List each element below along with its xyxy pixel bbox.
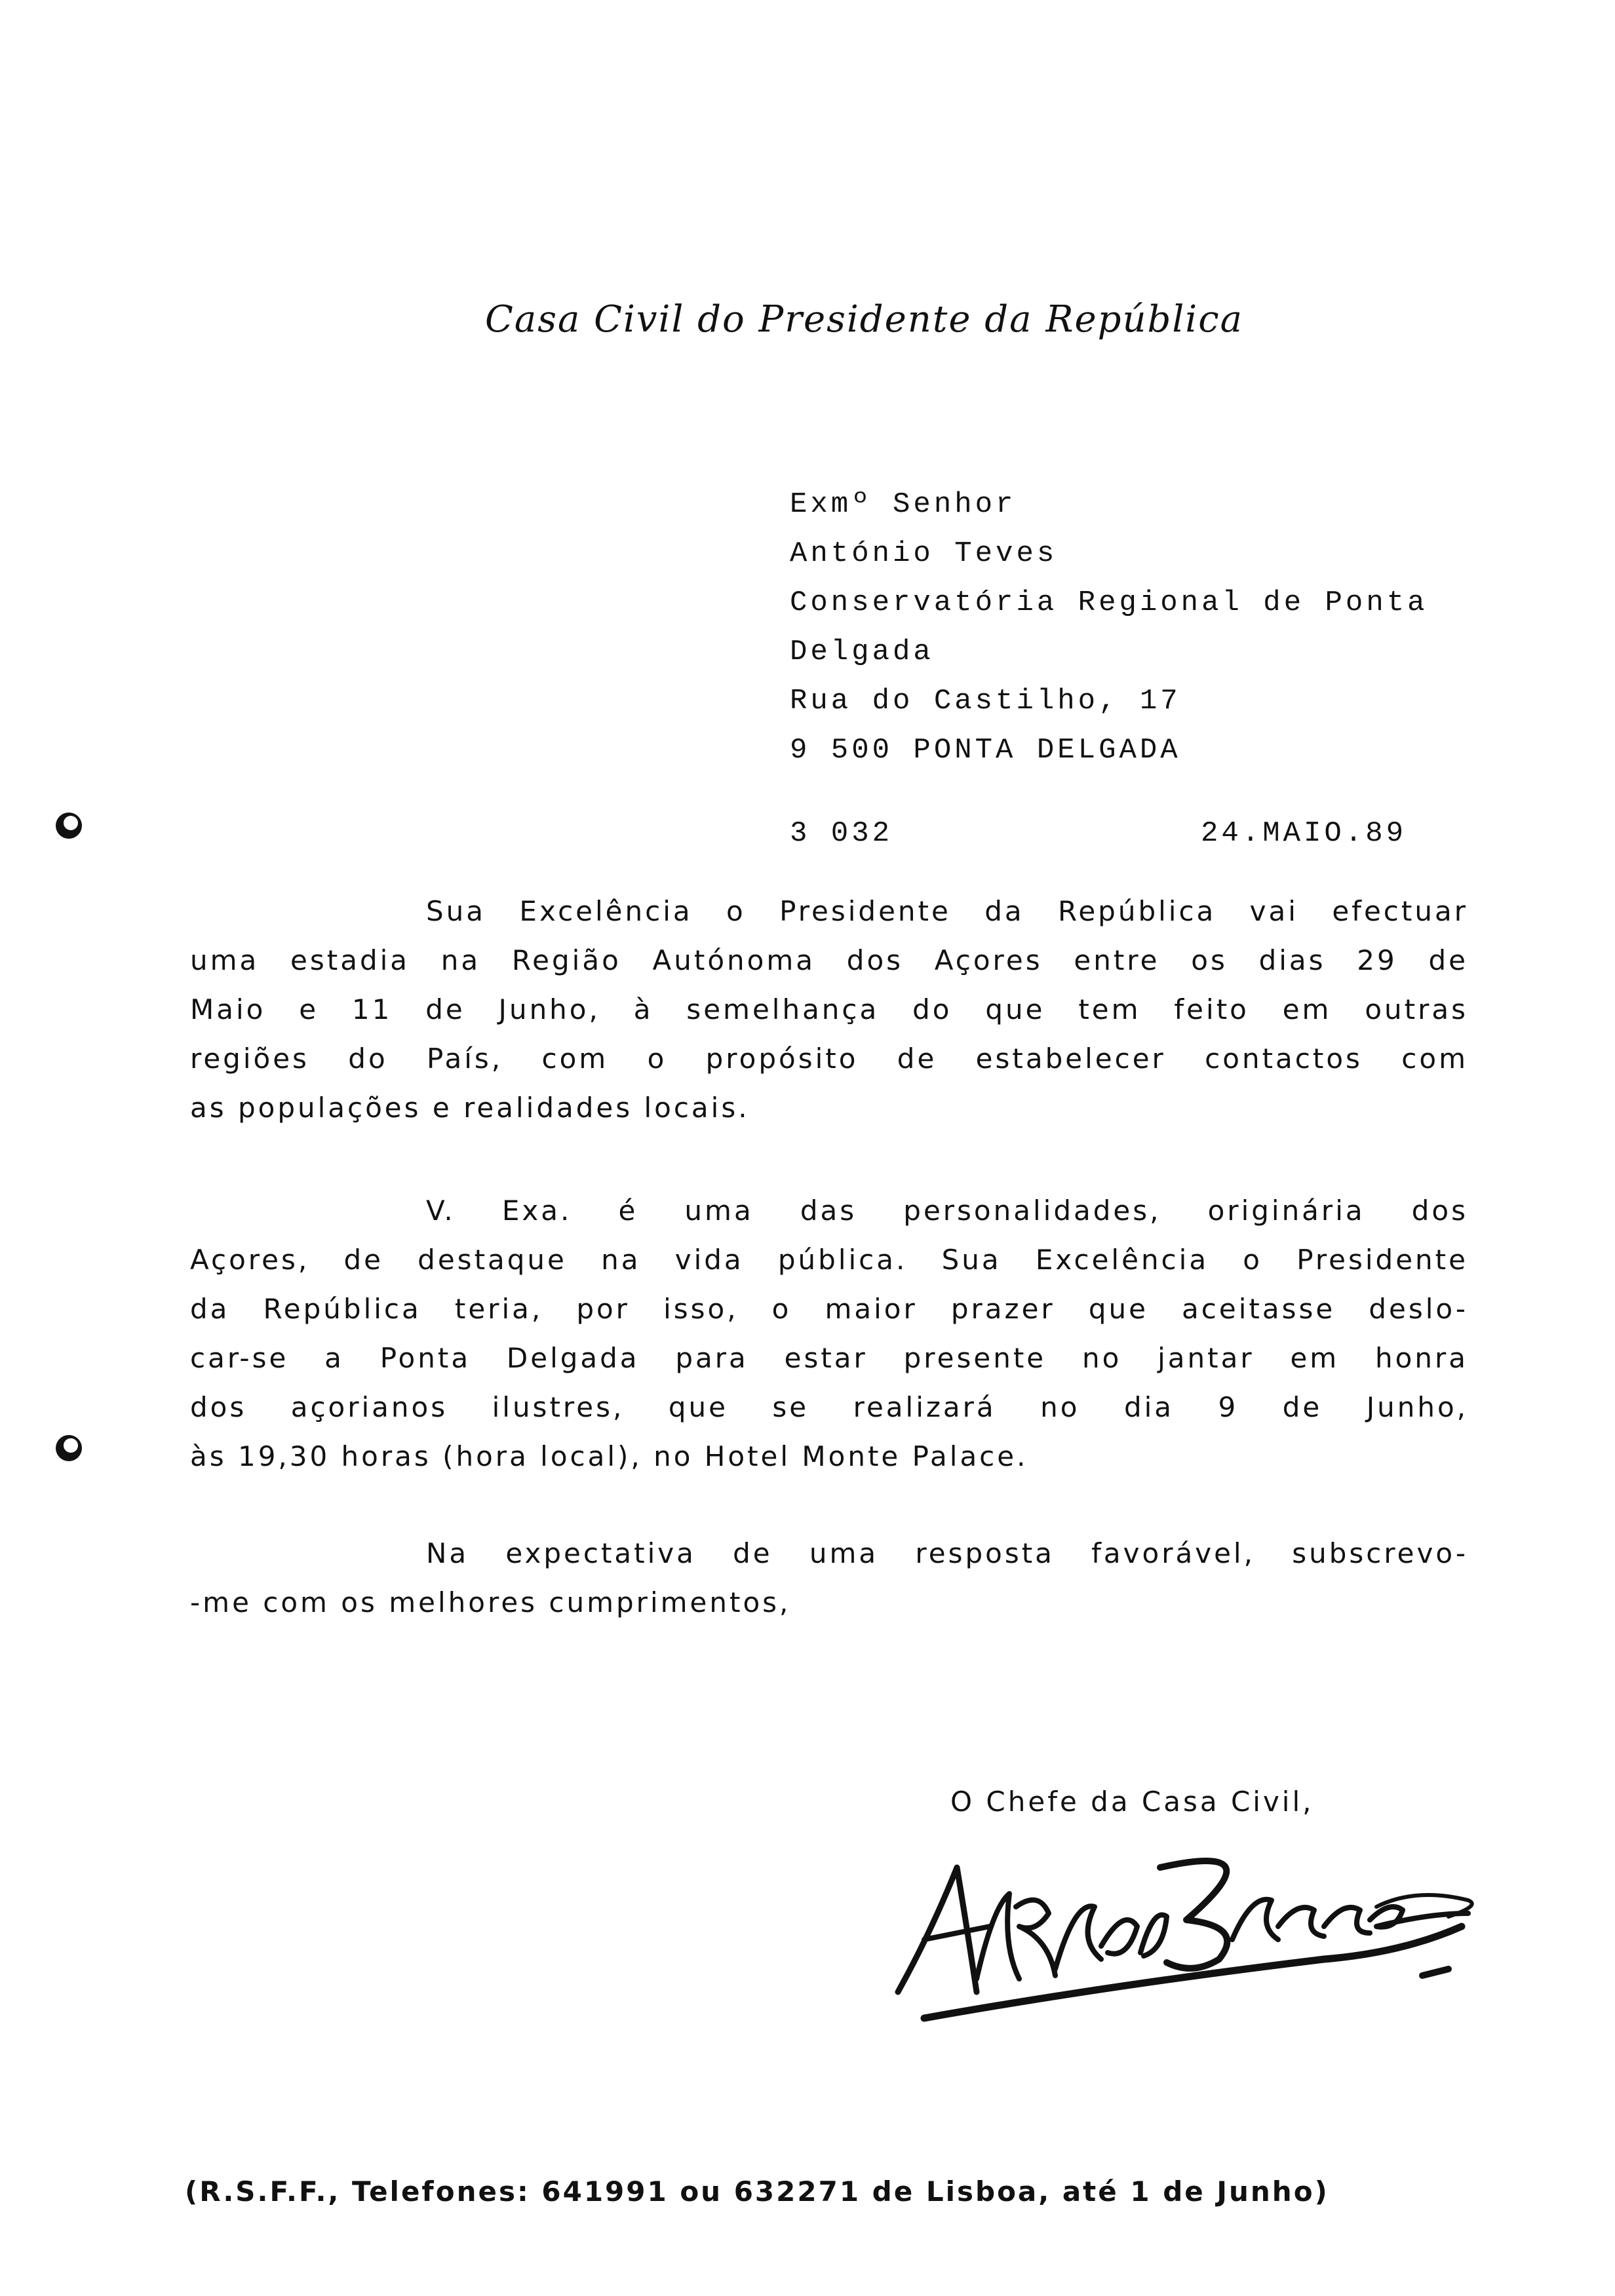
body-line: uma estadia na Região Autónoma dos Açores entre os dias 29 de <box>190 944 1468 976</box>
letterhead-title: Casa Civil do Presidente da República <box>485 298 1243 341</box>
body-line: dos açorianos ilustres, que se realizará no dia 9 de Junho, <box>190 1391 1468 1423</box>
body-line: Na expectativa de uma resposta favorável, subscrevo- <box>426 1537 1468 1569</box>
recipient-salutation: Exmº Senhor <box>790 488 1017 521</box>
signature-image <box>878 1828 1494 2051</box>
body-line: às 19,30 horas (hora local), no Hotel Monte Palace. <box>190 1440 1028 1472</box>
footer-note: (R.S.F.F., Telefones: 641991 ou 632271 de Lisboa, até 1 de Junho) <box>185 2175 1329 2208</box>
reference-number: 3 032 <box>790 817 893 850</box>
recipient-name: António Teves <box>790 537 1058 570</box>
punch-hole-icon <box>52 809 85 842</box>
body-line: regiões do País, com o propósito de estabelecer contactos com <box>190 1043 1468 1075</box>
recipient-org-line2: Delgada <box>790 636 934 668</box>
body-line: da República teria, por isso, o maior prazer que aceitasse deslo- <box>190 1293 1468 1325</box>
body-line: -me com os melhores cumprimentos, <box>190 1586 791 1618</box>
recipient-city: 9 500 PONTA DELGADA <box>790 734 1181 767</box>
body-line: Sua Excelência o Presidente da República vai efectuar <box>426 895 1468 927</box>
punch-hole-icon <box>52 1432 85 1464</box>
recipient-street: Rua do Castilho, 17 <box>790 685 1181 718</box>
closing-title: O Chefe da Casa Civil, <box>950 1786 1314 1818</box>
body-line: V. Exa. é uma das personalidades, originária dos <box>426 1195 1468 1227</box>
letter-date: 24.MAIO.89 <box>1201 817 1407 850</box>
body-line: Açores, de destaque na vida pública. Sua Excelência o Presidente <box>190 1244 1468 1276</box>
body-line: Maio e 11 de Junho, à semelhança do que tem feito em outras <box>190 993 1468 1025</box>
recipient-org-line1: Conservatória Regional de Ponta <box>790 586 1428 619</box>
body-line: car-se a Ponta Delgada para estar presente no jantar em honra <box>190 1342 1468 1374</box>
body-line: as populações e realidades locais. <box>190 1092 750 1124</box>
